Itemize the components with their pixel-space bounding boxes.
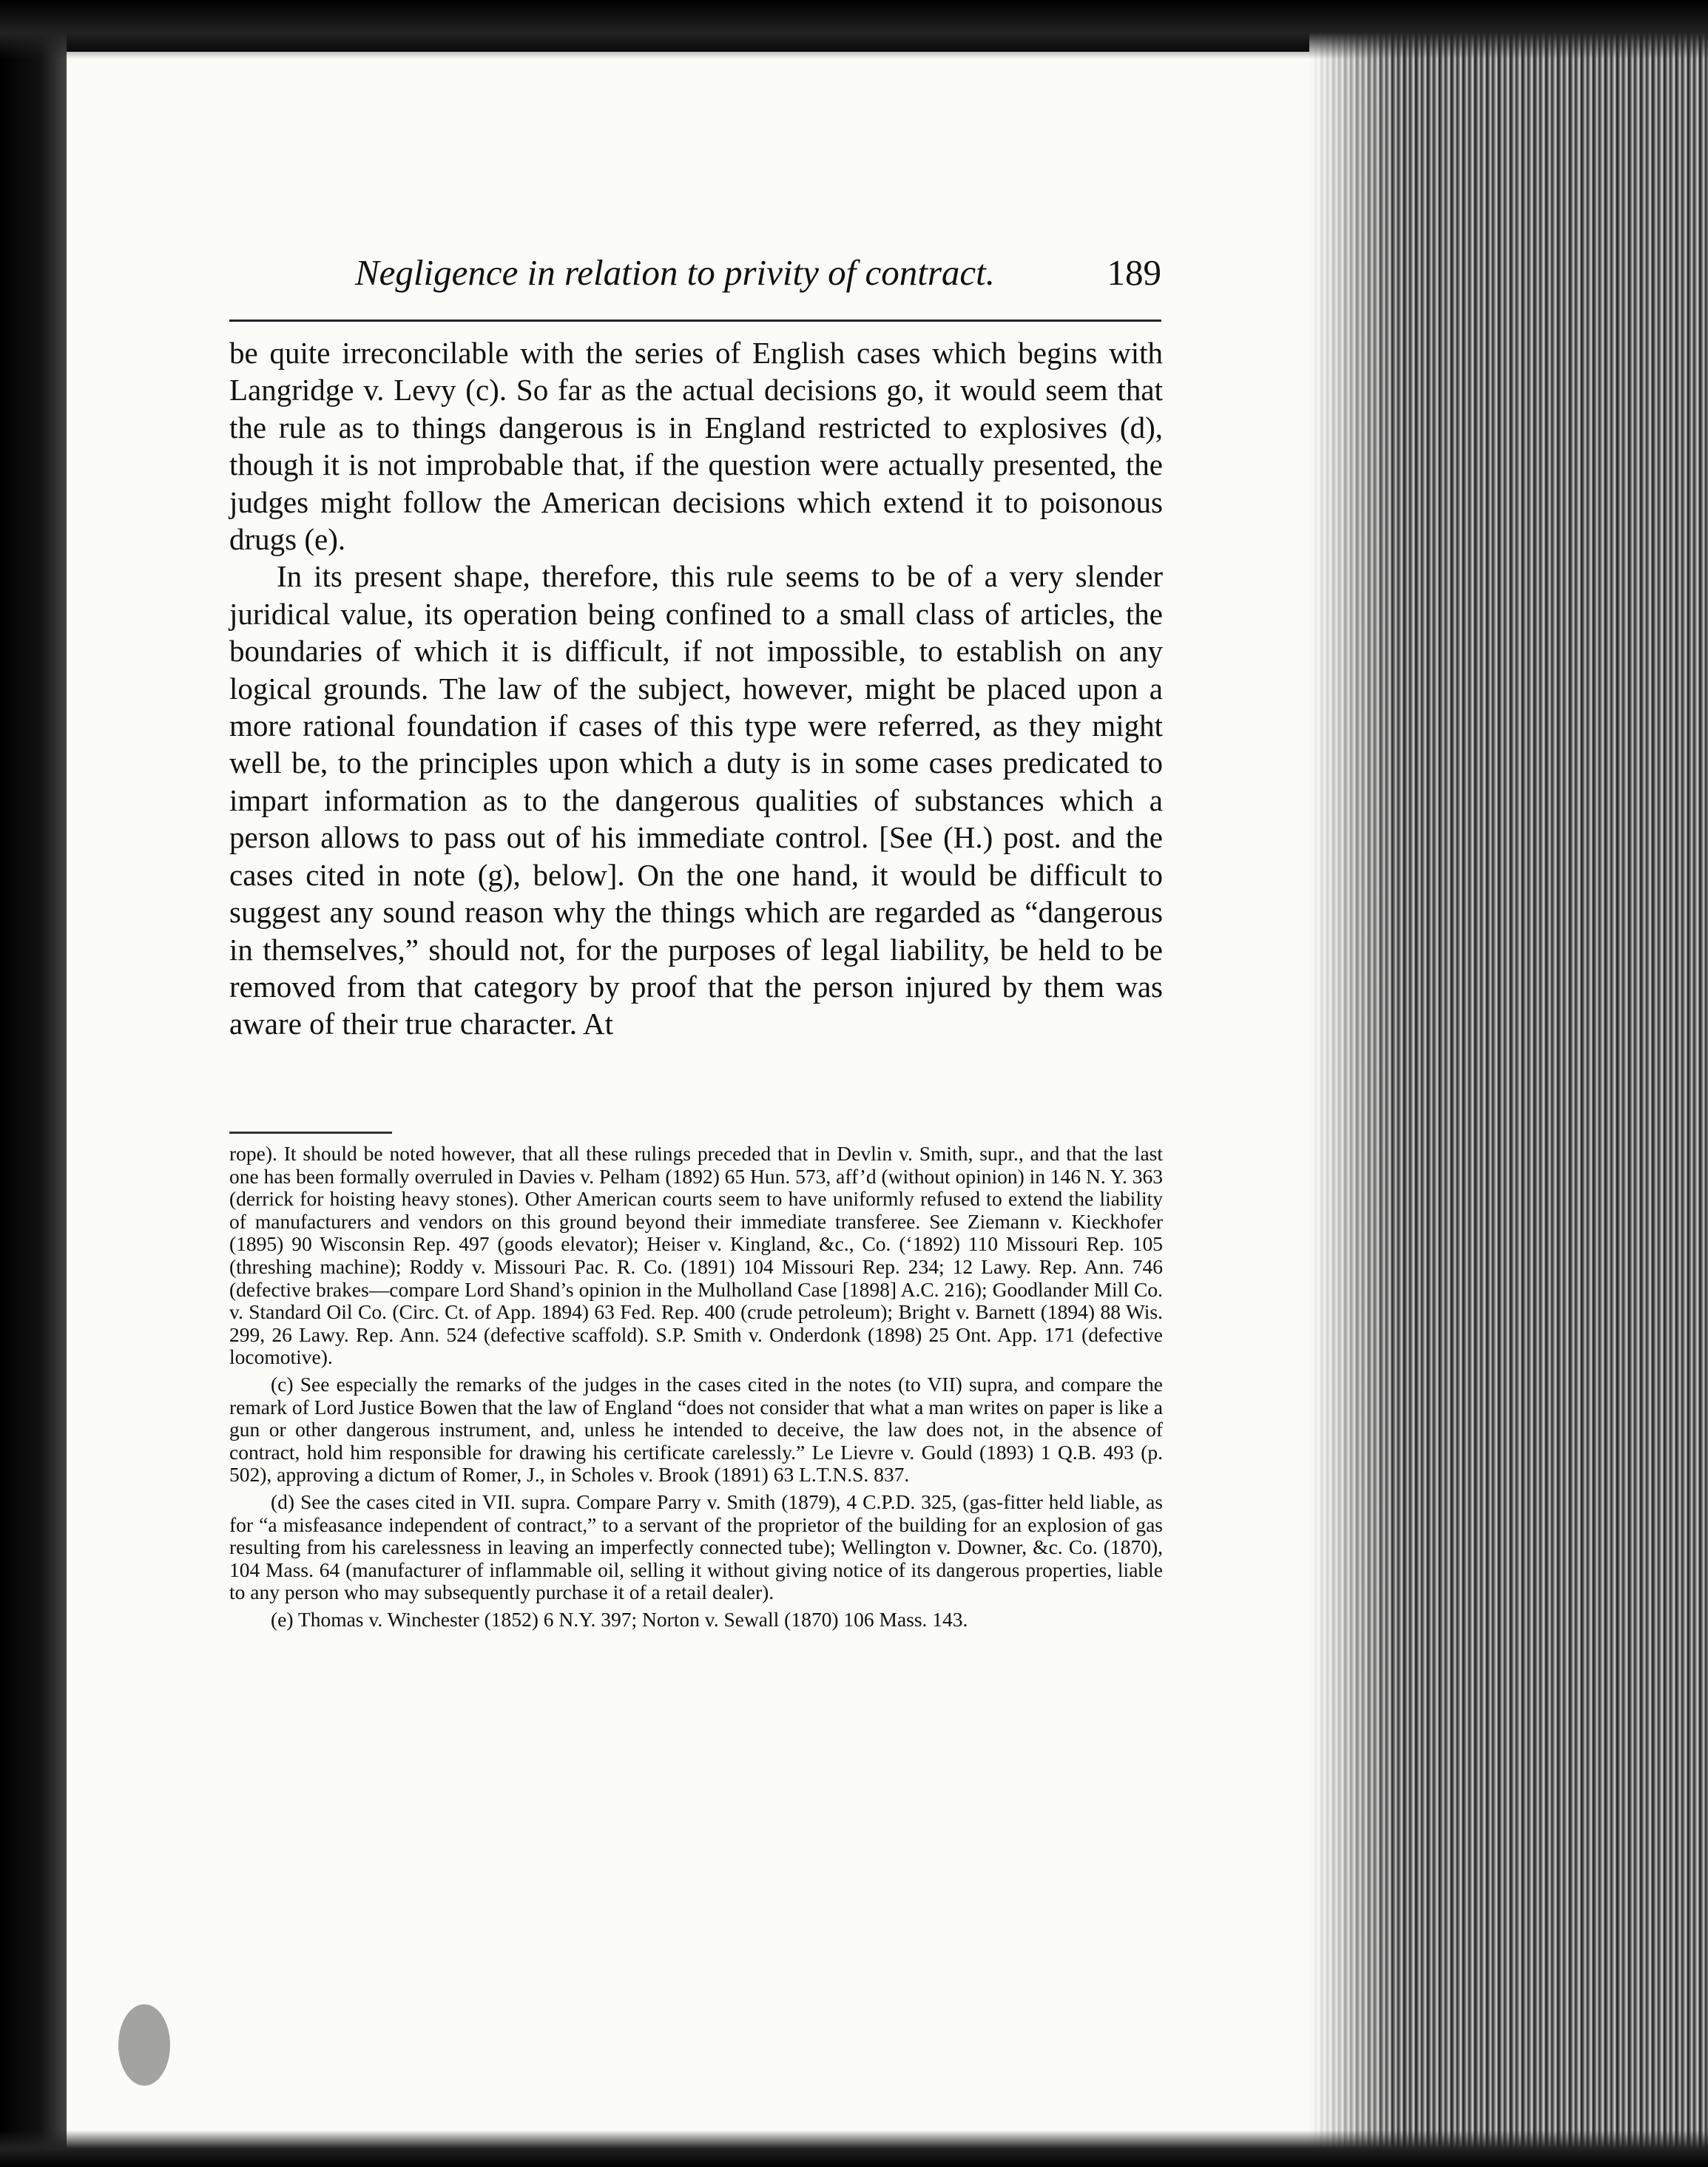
body-paragraph: be quite irreconcilable with the series of English cases which begins with Langridge v. Levy (c). So far as the actual decisions go, it would seem that the rule as to things dangerous is in England restricted to explosives (d), though it is not improbable that, if the question were actually presented, the judges might follow the American decisions which extend it to poisonous drugs (e). [229,336,1163,557]
scan-left-edge [0,0,67,2167]
scan-top-shadow [0,0,1708,59]
scan-bottom-shadow [0,2130,1708,2167]
scan-smudge [118,2004,170,2086]
footnote: rope). It should be noted however, that all these rulings preceded that in Devlin v. Smith, supr., and that the last one has been formally overruled in Davies v. Pelham (1892) 65 Hun. 573, aff’d (without opinion) in 146 N. Y. 363 (derrick for hoisting heavy stones). Other American courts seem to have uniformly refused to extend the liability of manufacturers and vendors on this ground beyond their immediate transferee. See Ziemann v. Kieckhofer (1895) 90 Wisconsin Rep. 497 (goods elevator); Heiser v. Kingland, &c., Co. (‘1892) 110 Missouri Rep. 105 (threshing machine); Roddy v. Missouri Pac. R. Co. (1891) 104 Missouri Rep. 234; 12 Lawy. Rep. Ann. 746 (defective brakes—compare Lord Shand’s opinion in the Mulholland Case [1898] A.C. 216); Goodlander Mill Co. v. Standard Oil Co. (Circ. Ct. of App. 1894) 63 Fed. Rep. 400 (crude petroleum); Bright v. Barnett (1894) 88 Wis. 299, 26 Lawy. Rep. Ann. 524 (defective scaffold). S.P. Smith v. Onderdonk (1898) 25 Ont. App. 171 (defective locomotive). [229,1142,1163,1369]
footnote: (e) Thomas v. Winchester (1852) 6 N.Y. 397; Norton v. Sewall (1870) 106 Mass. 143. [271,1607,968,1631]
footnote: (d) See the cases cited in VII. supra. Compare Parry v. Smith (1879), 4 C.P.D. 325, (gas-fitter held liable, as for “a misfeasance independent of contract,” to a servant of the proprietor of the building for an explosion of gas resulting from his carelessness in leaving an imperfectly connected tube); Wellington v. Downer, &c. Co. (1870), 104 Mass. 64 (manufacturer of inflammable oil, selling it without giving notice of its dangerous properties, liable to any person who may subsequently purchase it of a retail dealer). [229,1490,1163,1604]
footnote-rule [229,1132,392,1134]
running-head: Negligence in relation to privity of contract. [355,252,996,293]
header-rule [229,320,1161,322]
page-header [229,251,1161,311]
book-fore-edge [1309,0,1708,2167]
body-text [229,334,1163,1043]
footnote: (c) See especially the remarks of the judges in the cases cited in the notes (to VII) supra, and compare the remark of Lord Justice Bowen that the law of England “does not consider that what a man writes on paper is like a gun or other dangerous instrument, and, unless he intended to deceive, the law does not, in the absence of contract, hold him responsible for drawing his certificate carelessly.” Le Lievre v. Gould (1893) 1 Q.B. 493 (p. 502), approving a dictum of Romer, J., in Scholes v. Brook (1891) 63 L.T.N.S. 837. [229,1372,1163,1487]
body-paragraph: In its present shape, therefore, this rule seems to be of a very slender juridical value, its operation being confined to a small class of articles, the boundaries of which it is difficult, if not impossible, to establish on any logical grounds. The law of the subject, however, might be placed upon a more rational foundation if cases of this type were referred, as they might well be, to the principles upon which a duty is in some cases predicated to impart information as to the dangerous qualities of substances which a person allows to pass out of his immediate control. [See (H.) post. and the cases cited in note (g), below]. On the one hand, it would be difficult to suggest any sound reason why the things which are regarded as “dangerous in themselves,” should not, for the purposes of legal liability, be held to be removed from that category by proof that the person injured by them was aware of their true character. At [229,559,1163,1041]
page-number: 189 [1107,252,1161,293]
footnotes [229,1143,1163,1635]
